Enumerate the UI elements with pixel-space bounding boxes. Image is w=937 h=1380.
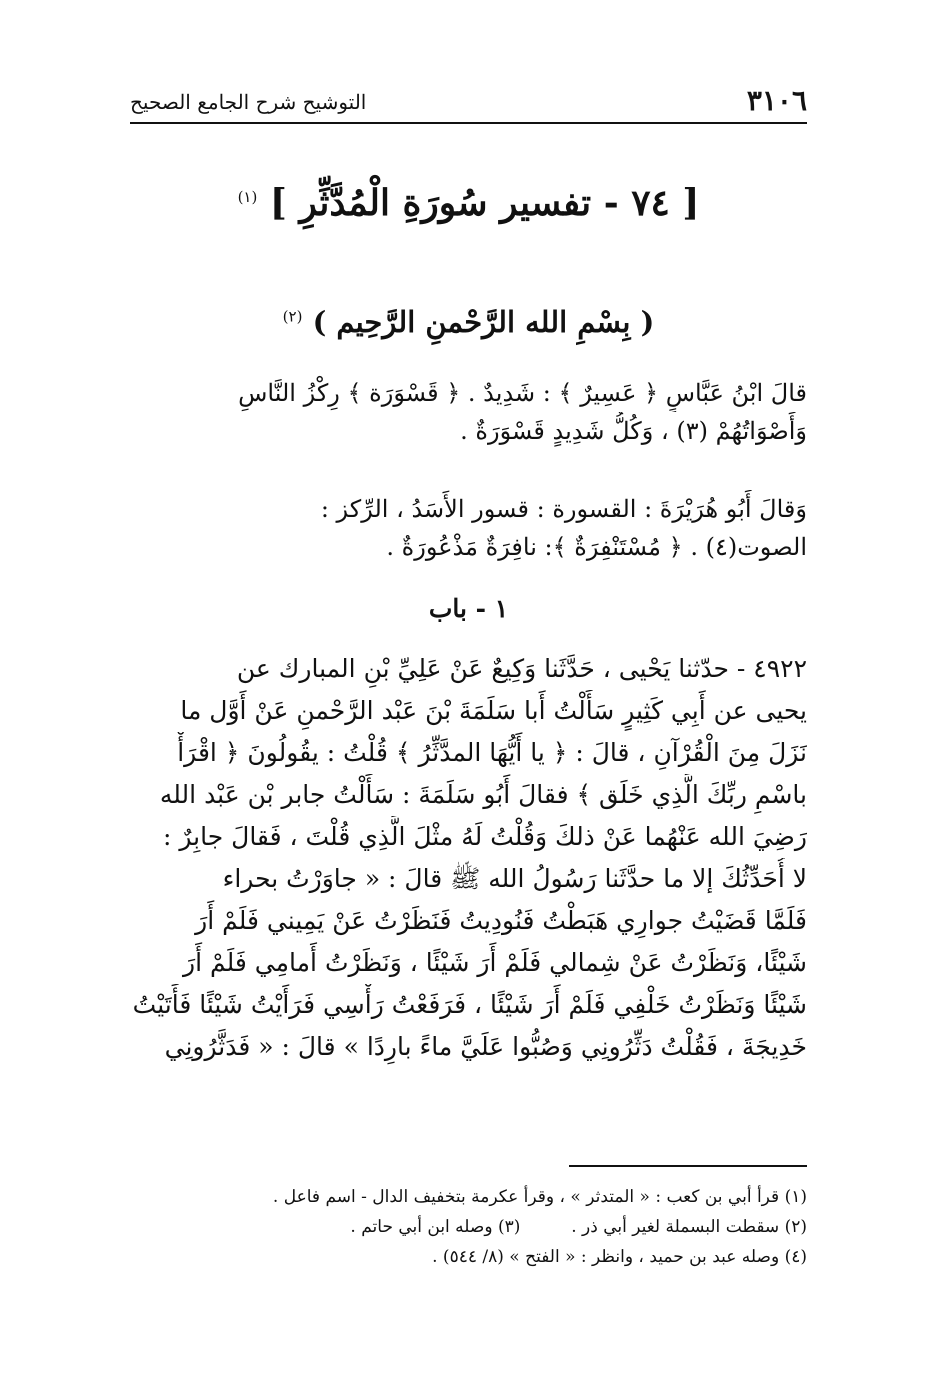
text-line: قالَ ابْنُ عَبَّاسٍ ﴿ عَسِيرٌ ﴾ : شَدِيدٌ . ﴿ قَسْوَرَة ﴾ رِكْزُ النَّاسِ bbox=[238, 379, 807, 407]
text-line: وَقالَ أَبُو هُرَيْرَةَ : القسورة : قسور الأَسَدُ ، الرِّكز : bbox=[320, 495, 807, 523]
hadith-line: نَزَلَ مِنَ الْقُرْآنِ ، قالَ : ﴿ يا أَيُّهَا المدَّثِّرُ ﴾ قُلْتُ : يقُولُونَ ﴿ اقْرَأْ bbox=[177, 738, 807, 767]
chapter-footnote-ref[interactable]: (١) bbox=[237, 188, 258, 206]
text-line: وَأَصْوَاتُهُمْ (٣) ، وَكُلُّ شَدِيدٍ قَسْوَرَةٌ . bbox=[460, 417, 807, 445]
footnote-1: (١) قرأ أبي بن كعب : « المتدثر » ، وقرأ عكرمة بتخفيف الدال - اسم فاعل . bbox=[272, 1187, 807, 1207]
hadith-line: شَيْئًا وَنَظَرْتُ خَلْفِي فَلَمْ أَرَ شَيْئًا ، فَرَفَعْتُ رَأْسِي فَرَأَيْتُ شَيْئًا فَأَتَيْتُ bbox=[132, 990, 807, 1019]
footnote-2: (٢) سقطت البسملة لغير أبي ذر . bbox=[571, 1217, 807, 1237]
footnotes bbox=[130, 1182, 807, 1272]
basmala-footnote-ref[interactable]: (٢) bbox=[282, 307, 303, 326]
page-number: ٣١٠٦ bbox=[746, 84, 807, 117]
chapter-title bbox=[0, 182, 937, 224]
footnote-row-2-3 bbox=[130, 1212, 807, 1242]
footnote-4: (٤) وصله عبد بن حميد ، وانظر : « الفتح » (٨/ ٥٤٤) . bbox=[432, 1247, 807, 1267]
hadith-line: خَدِيجَةَ ، فَقُلْتُ دَثِّرُونِي وَصُبُّوا عَلَيَّ ماءً بارِدًا » قالَ : « فَدَثَّرُونِي bbox=[164, 1032, 807, 1061]
footnote-divider bbox=[569, 1165, 807, 1167]
hadith-line: فَلَمَّا قَضَيْتُ جوارِي هَبَطْتُ فَنُودِيتُ فَنَظَرْتُ عَنْ يَمِيني فَلَمْ أَرَ bbox=[195, 906, 807, 935]
chapter-title-text: [ ٧٤ - تفسير سُورَةِ الْمُدَّثِّرِ ] bbox=[269, 182, 700, 224]
basmala bbox=[0, 305, 937, 339]
footnote-3: (٣) وصله ابن أبي حاتم . bbox=[350, 1217, 521, 1237]
hadith-line: ٤٩٢٢ - حدّثنا يَحْيى ، حَدَّثَنا وَكِيعٌ عَنْ عَلِيِّ بْنِ المبارك عن bbox=[236, 654, 807, 683]
bab-heading: ١ - باب bbox=[428, 594, 509, 623]
hadith-line: لا أُحَدِّثُكَ إلا ما حدَّثَنا رَسُولُ الله ﷺ قالَ : « جاوَرْتُ بحراء bbox=[222, 864, 807, 893]
hadith-line: رَضِيَ الله عَنْهُما عَنْ ذلكَ وَقُلْتُ لَهُ مثْلَ الَّذِي قُلْتَ ، فَقالَ جابِرٌ : bbox=[163, 822, 807, 851]
book-title: التوشيح شرح الجامع الصحيح bbox=[130, 90, 367, 114]
text-line: الصوت(٤) . ﴿ مُسْتَنْفِرَةٌ ﴾: نافِرَةٌ مَذْعُورَةٌ . bbox=[386, 533, 807, 561]
running-header bbox=[130, 82, 807, 124]
hadith-line: باسْمِ ربِّكَ الَّذِي خَلَق ﴾ فقالَ أَبُو سَلَمَةَ : سَأَلْتُ جابر بْن عَبْد الله bbox=[159, 780, 807, 809]
hadith-text bbox=[130, 648, 807, 1068]
hadith-line: يحيى عن أَبِي كَثِيرٍ سَأَلْتُ أَبا سَلَمَةَ بْنَ عَبْد الرَّحْمنِ عَنْ أَوَّل ما bbox=[180, 696, 807, 725]
paragraph-ibn-abbas bbox=[130, 374, 807, 450]
hadith-line: شَيْئًا، وَنَظَرْتُ عَنْ شِمالي فَلَمْ أَرَ شَيْئًا ، وَنَظَرْتُ أَمامِي فَلَمْ أَرَ bbox=[183, 948, 807, 977]
paragraph-abu-hurayra bbox=[130, 490, 807, 566]
basmala-text: ( بِسْمِ الله الرَّحْمنِ الرَّحِيم ) bbox=[312, 305, 655, 339]
